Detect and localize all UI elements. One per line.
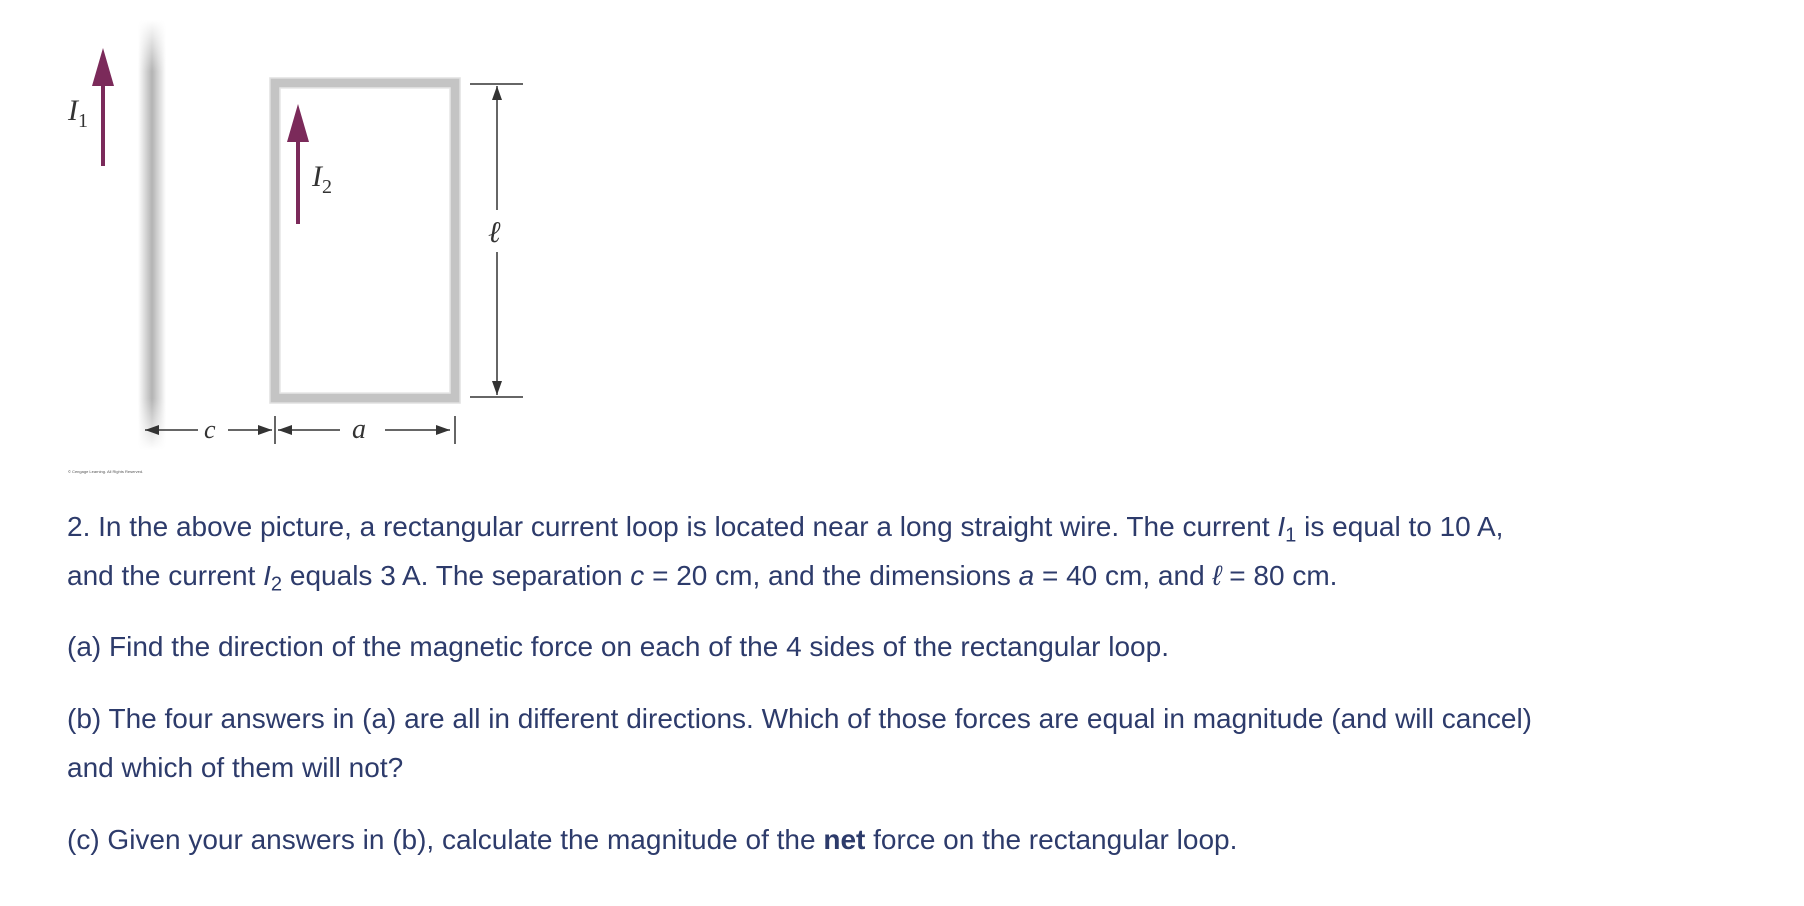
physics-figure <box>0 0 620 480</box>
label-a: a <box>352 414 366 445</box>
label-i2: $I_2$ <box>312 160 332 198</box>
copyright-notice: © Cengage Learning. All Rights Reserved. <box>68 469 144 474</box>
current-i2-arrow <box>287 104 309 224</box>
current-i1-arrow <box>92 48 114 166</box>
label-c: c <box>204 415 216 444</box>
question-intro: 2. In the above picture, a rectangular current loop is located near a long straight wire. The current $I_1$ is equal to 10 A, and the current $I_2$ equals 3 A. The separation c = 20 cm, and the dimensions a = 40 cm, and ℓ = 80 cm. <box>67 511 1504 596</box>
straight-wire <box>138 20 166 450</box>
question-part-c: (c) Given your answers in (b), calculate the magnitude of the net force on the rectangular loop. <box>67 824 1238 855</box>
question-part-a: (a) Find the direction of the magnetic force on each of the 4 sides of the rectangular loop. <box>67 631 1169 662</box>
label-ell: ℓ <box>488 216 501 249</box>
dimension-c-a <box>145 416 455 444</box>
label-i1: $I_1$ <box>68 94 88 132</box>
question-part-b: (b) The four answers in (a) are all in different directions. Which of those forces are equal in magnitude (and will cancel) and which of them will not? <box>67 703 1533 783</box>
